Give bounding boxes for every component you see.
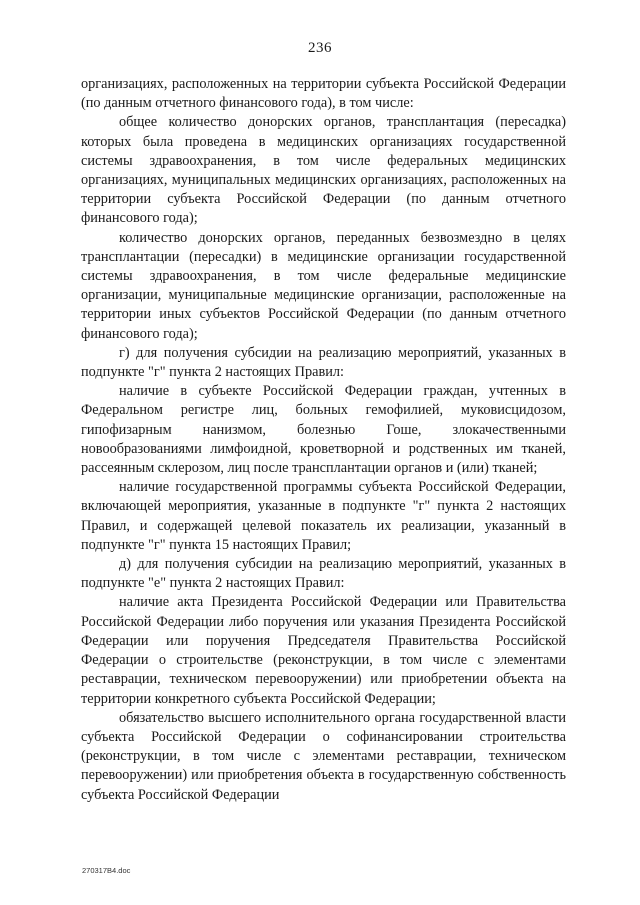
paragraph: организациях, расположенных на территории субъекта Российской Федерации (по данным отчетного финансового года), в том числе:	[81, 76, 566, 112]
paragraph: наличие государственной программы субъекта Российской Федерации, включающей мероприятия, указанные в подпункте "г" пункта 2 настоящих Правил, и содержащей целевой показатель их реализации, указанный в подпункте "г" пункта 15 настоящих Правил;	[81, 479, 566, 553]
paragraph: наличие акта Президента Российской Федерации или Правительства Российской Федерации либо поручения или указания Президента Российской Федерации или поручения Председателя Правительства Российской Федерации о строительстве (реконструкции, в том числе с элементами реставрации, техническом перевооружении) или приобретении объекта на территории конкретного субъекта Российской Федерации;	[81, 594, 566, 707]
paragraph: г) для получения субсидии на реализацию мероприятий, указанных в подпункте "г" пункта 2 настоящих Правил:	[81, 344, 566, 381]
paragraph: общее количество донорских органов, трансплантация (пересадка) которых была проведена в медицинских организациях государственной системы здравоохранения, в том числе федеральных медицинских организациях, муниципальных медицинских организациях, расположенных на территории субъекта Российской Федерации (по данным отчетного финансового года);	[81, 114, 566, 227]
paragraph: д) для получения субсидии на реализацию мероприятий, указанных в подпункте "е" пункта 2 настоящих Правил:	[81, 556, 566, 592]
document-body	[81, 75, 566, 805]
paragraph: обязательство высшего исполнительного органа государственной власти субъекта Российской Федерации о софинансировании строительства (реконструкции, в том числе с элементами реставрации, техническом перевооружении) или приобретения объекта в государственную собственность субъекта Российской Федерации	[81, 709, 566, 803]
paragraph: количество донорских органов, переданных безвозмездно в целях трансплантации (пересадки) в медицинские организации государственной системы здравоохранения, в том числе федеральные медицинские организации, муниципальные медицинские организации, расположенные на территории иных субъектов Российской Федерации (по данным отчетного финансового года);	[81, 229, 566, 342]
paragraph: наличие в субъекте Российской Федерации граждан, учтенных в Федеральном регистре лиц, больных гемофилией, муковисцидозом, гипофизарным нанизмом, болезнью Гоше, злокачественными новообразованиями лимфоидной, кроветворной и родственных им тканей, рассеянным склерозом, лиц после трансплантации органов и (или) тканей;	[81, 383, 566, 477]
file-name-footer: 270317В4.doc	[82, 866, 131, 875]
page-number: 236	[308, 40, 332, 56]
